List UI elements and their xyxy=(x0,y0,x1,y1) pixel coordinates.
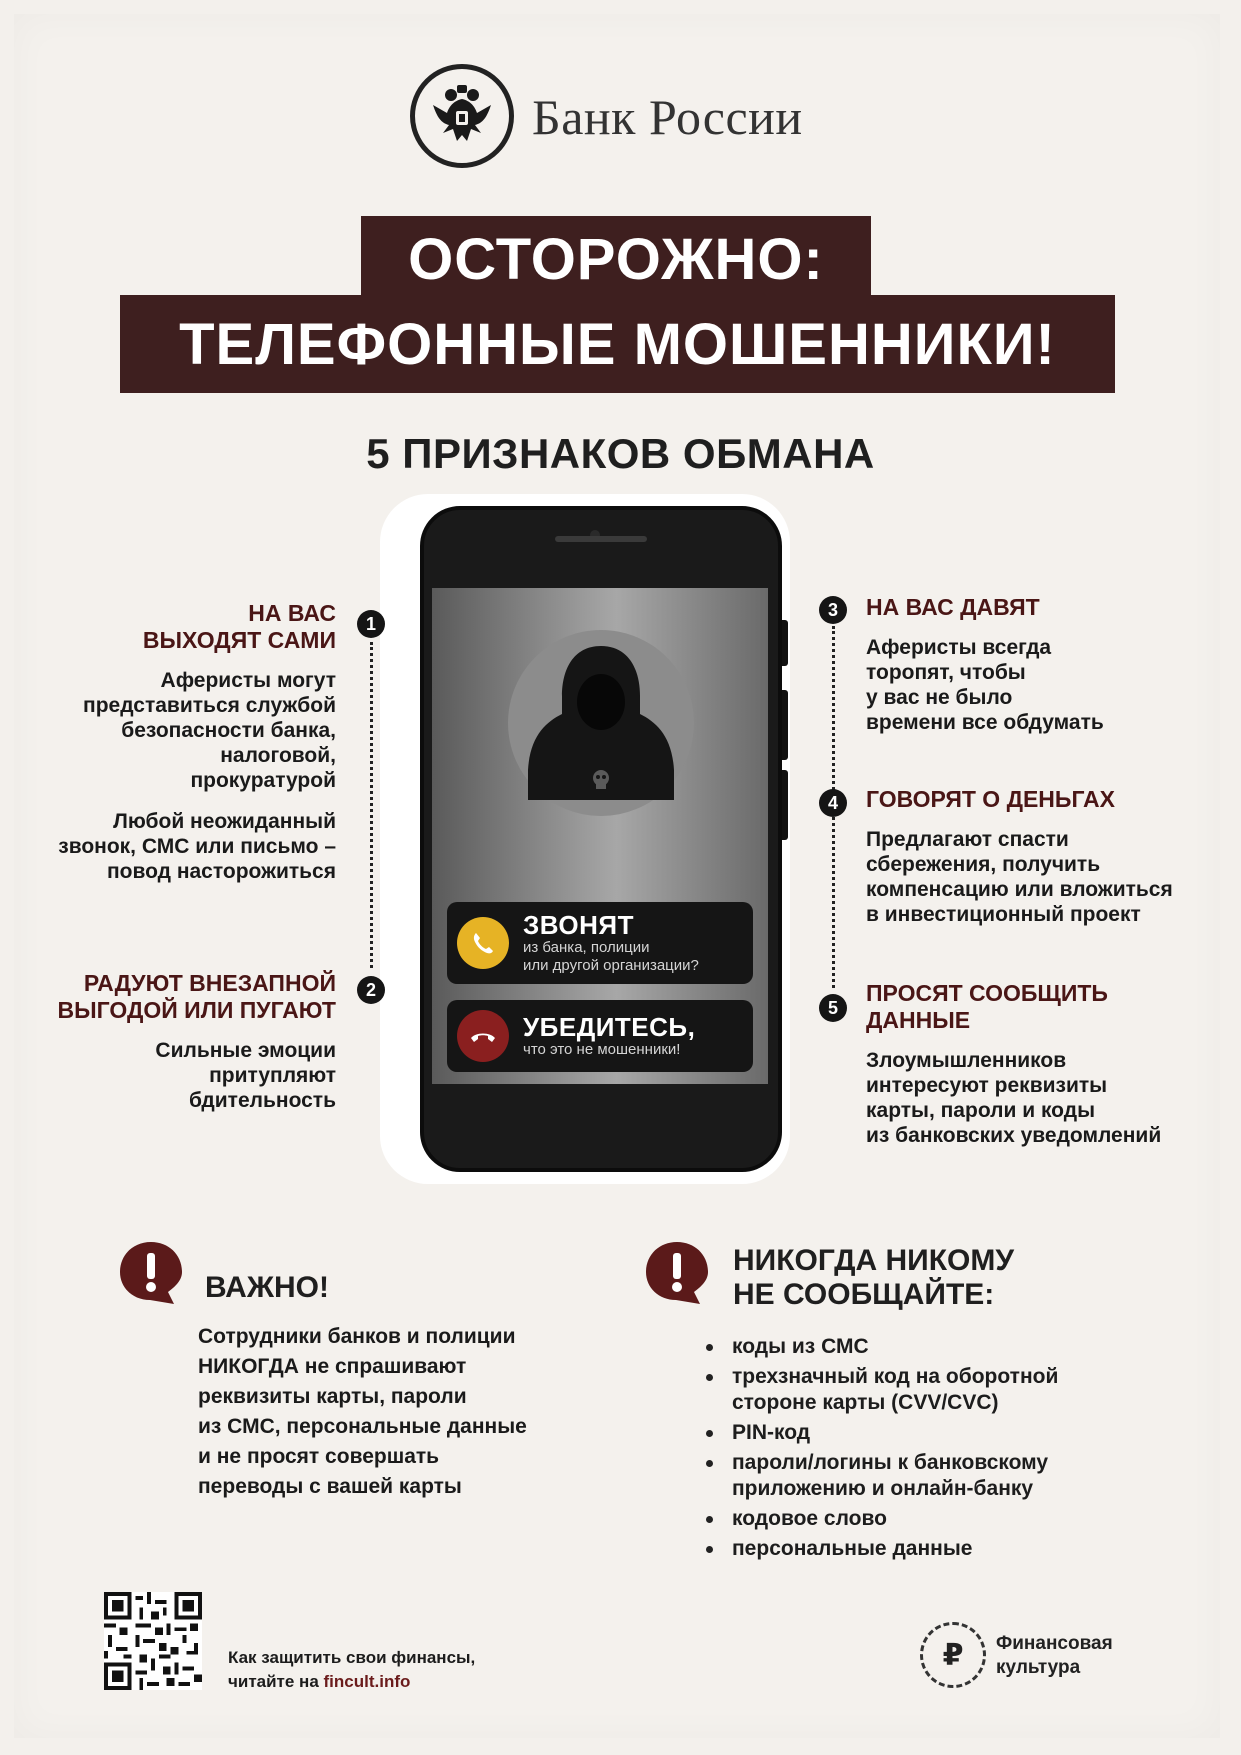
sign-4-text: компенсацию или вложиться xyxy=(866,878,1173,901)
phone-speaker xyxy=(555,536,647,542)
sign-1-text: налоговой, xyxy=(220,744,336,767)
phone-side-button xyxy=(782,690,788,760)
fincult-logo-icon: ₽ xyxy=(920,1622,986,1688)
sign-3-text: Аферисты всегда xyxy=(866,636,1052,659)
call-subtitle: или другой организации? xyxy=(523,957,699,974)
never-share-title-line: НИКОГДА НИКОМУ xyxy=(733,1244,1015,1277)
sign-1-text: Аферисты могут xyxy=(160,669,336,692)
call-title: УБЕДИТЕСЬ, xyxy=(523,1012,696,1042)
sign-1-text: представиться службой xyxy=(83,694,336,717)
important-line: НИКОГДА не спрашивают xyxy=(198,1355,467,1378)
phone-answer-icon xyxy=(457,917,509,969)
title-line-2: ТЕЛЕФОННЫЕ МОШЕННИКИ! xyxy=(120,295,1115,393)
phone-side-button xyxy=(782,620,788,666)
sign-4-text: в инвестиционный проект xyxy=(866,903,1141,926)
never-share-title-line: НЕ СООБЩАЙТЕ: xyxy=(733,1278,995,1311)
fincult-link[interactable]: fincult.info xyxy=(323,1672,411,1691)
never-share-title xyxy=(733,1244,1014,1312)
subtitle: 5 ПРИЗНАКОВ ОБМАНА xyxy=(366,430,875,477)
hooded-scammer-icon xyxy=(518,640,684,825)
sign-4-heading: ГОВОРЯТ О ДЕНЬГАХ xyxy=(866,786,1115,812)
sign-5-text: из банковских уведомлений xyxy=(866,1124,1162,1147)
sign-2-text: бдительность xyxy=(188,1089,336,1112)
decline-call-banner xyxy=(447,1000,753,1072)
sign-2-heading: РАДУЮТ ВНЕЗАПНОЙ xyxy=(83,970,336,996)
sign-5 xyxy=(866,980,1206,1148)
sign-3-text: торопят, чтобы xyxy=(866,661,1026,684)
list-item: PIN-код xyxy=(702,1420,1162,1446)
warning-bubble-icon xyxy=(118,1240,184,1306)
important-title: ВАЖНО! xyxy=(205,1271,329,1304)
sign-3-text: времени все обдумать xyxy=(866,711,1104,734)
important-line: переводы с вашей карты xyxy=(198,1475,462,1498)
important-text xyxy=(198,1322,598,1502)
list-item: персональные данные xyxy=(702,1536,1162,1562)
sign-3-text: у вас не было xyxy=(866,686,1013,709)
phone-decline-icon xyxy=(457,1010,509,1062)
never-share-list xyxy=(702,1334,1162,1566)
sign-2-heading: ВЫГОДОЙ ИЛИ ПУГАЮТ xyxy=(57,997,336,1023)
sign-1-text: повод насторожиться xyxy=(106,860,336,883)
sign-5-heading: ДАННЫЕ xyxy=(866,1007,971,1033)
list-item: коды из СМС xyxy=(702,1334,1162,1360)
phone-side-button xyxy=(782,770,788,840)
important-line: из СМС, персональные данные xyxy=(198,1415,527,1438)
list-item: пароли/логины к банковскому приложению и онлайн-банку xyxy=(702,1450,1162,1502)
sign-number-badge: 3 xyxy=(819,596,847,624)
sign-4-text: сбережения, получить xyxy=(866,853,1101,876)
incoming-call-banner xyxy=(447,902,753,984)
sign-4-text: Предлагают спасти xyxy=(866,828,1069,851)
sign-1-text: прокуратурой xyxy=(190,769,336,792)
sign-number-badge: 1 xyxy=(357,610,385,638)
footer-text xyxy=(228,1646,475,1694)
sign-number-badge: 4 xyxy=(819,789,847,817)
sign-1-text: безопасности банка, xyxy=(121,719,336,742)
title-line-1: ОСТОРОЖНО: xyxy=(361,216,871,302)
qr-code[interactable] xyxy=(104,1592,202,1690)
sign-1-text: Любой неожиданный xyxy=(113,810,336,833)
sign-5-text: Злоумышленников xyxy=(866,1049,1067,1072)
sign-5-heading: ПРОСЯТ СООБЩИТЬ xyxy=(866,980,1108,1006)
sign-4 xyxy=(866,786,1206,927)
warning-bubble-icon xyxy=(644,1240,710,1306)
important-line: Сотрудники банков и полиции xyxy=(198,1325,516,1348)
sign-5-text: карты, пароли и коды xyxy=(866,1099,1096,1122)
bank-emblem-icon xyxy=(410,64,514,168)
sign-number-badge: 2 xyxy=(357,976,385,1004)
call-title: ЗВОНЯТ xyxy=(523,910,634,940)
sign-2-text: Сильные эмоции xyxy=(155,1039,336,1062)
sign-2 xyxy=(30,970,336,1113)
sign-number-badge: 5 xyxy=(819,994,847,1022)
bank-name: Банк России xyxy=(532,89,803,145)
important-line: и не просят совершать xyxy=(198,1445,440,1468)
list-item: кодовое слово xyxy=(702,1506,1162,1532)
sign-1-heading: НА ВАС xyxy=(248,600,336,626)
sign-5-text: интересуют реквизиты xyxy=(866,1074,1108,1097)
sign-1-text: звонок, СМС или письмо – xyxy=(58,835,336,858)
sign-3-heading: НА ВАС ДАВЯТ xyxy=(866,594,1040,620)
call-subtitle: из банка, полиции xyxy=(523,939,650,956)
list-item: трехзначный код на оборотной стороне карты (CVV/CVC) xyxy=(702,1364,1162,1416)
footer-line: Как защитить свои финансы, xyxy=(228,1648,476,1667)
call-subtitle: что это не мошенники! xyxy=(523,1041,681,1058)
fincult-logo-text: Финансовая культура xyxy=(996,1633,1113,1678)
important-line: реквизиты карты, пароли xyxy=(198,1385,467,1408)
sign-1-heading: ВЫХОДЯТ САМИ xyxy=(142,627,336,653)
dotted-connector xyxy=(370,642,373,968)
footer-line: читайте на fincult.info xyxy=(228,1672,411,1691)
sign-2-text: притупляют xyxy=(209,1064,336,1087)
sign-1 xyxy=(40,600,336,884)
sign-3 xyxy=(866,594,1206,735)
